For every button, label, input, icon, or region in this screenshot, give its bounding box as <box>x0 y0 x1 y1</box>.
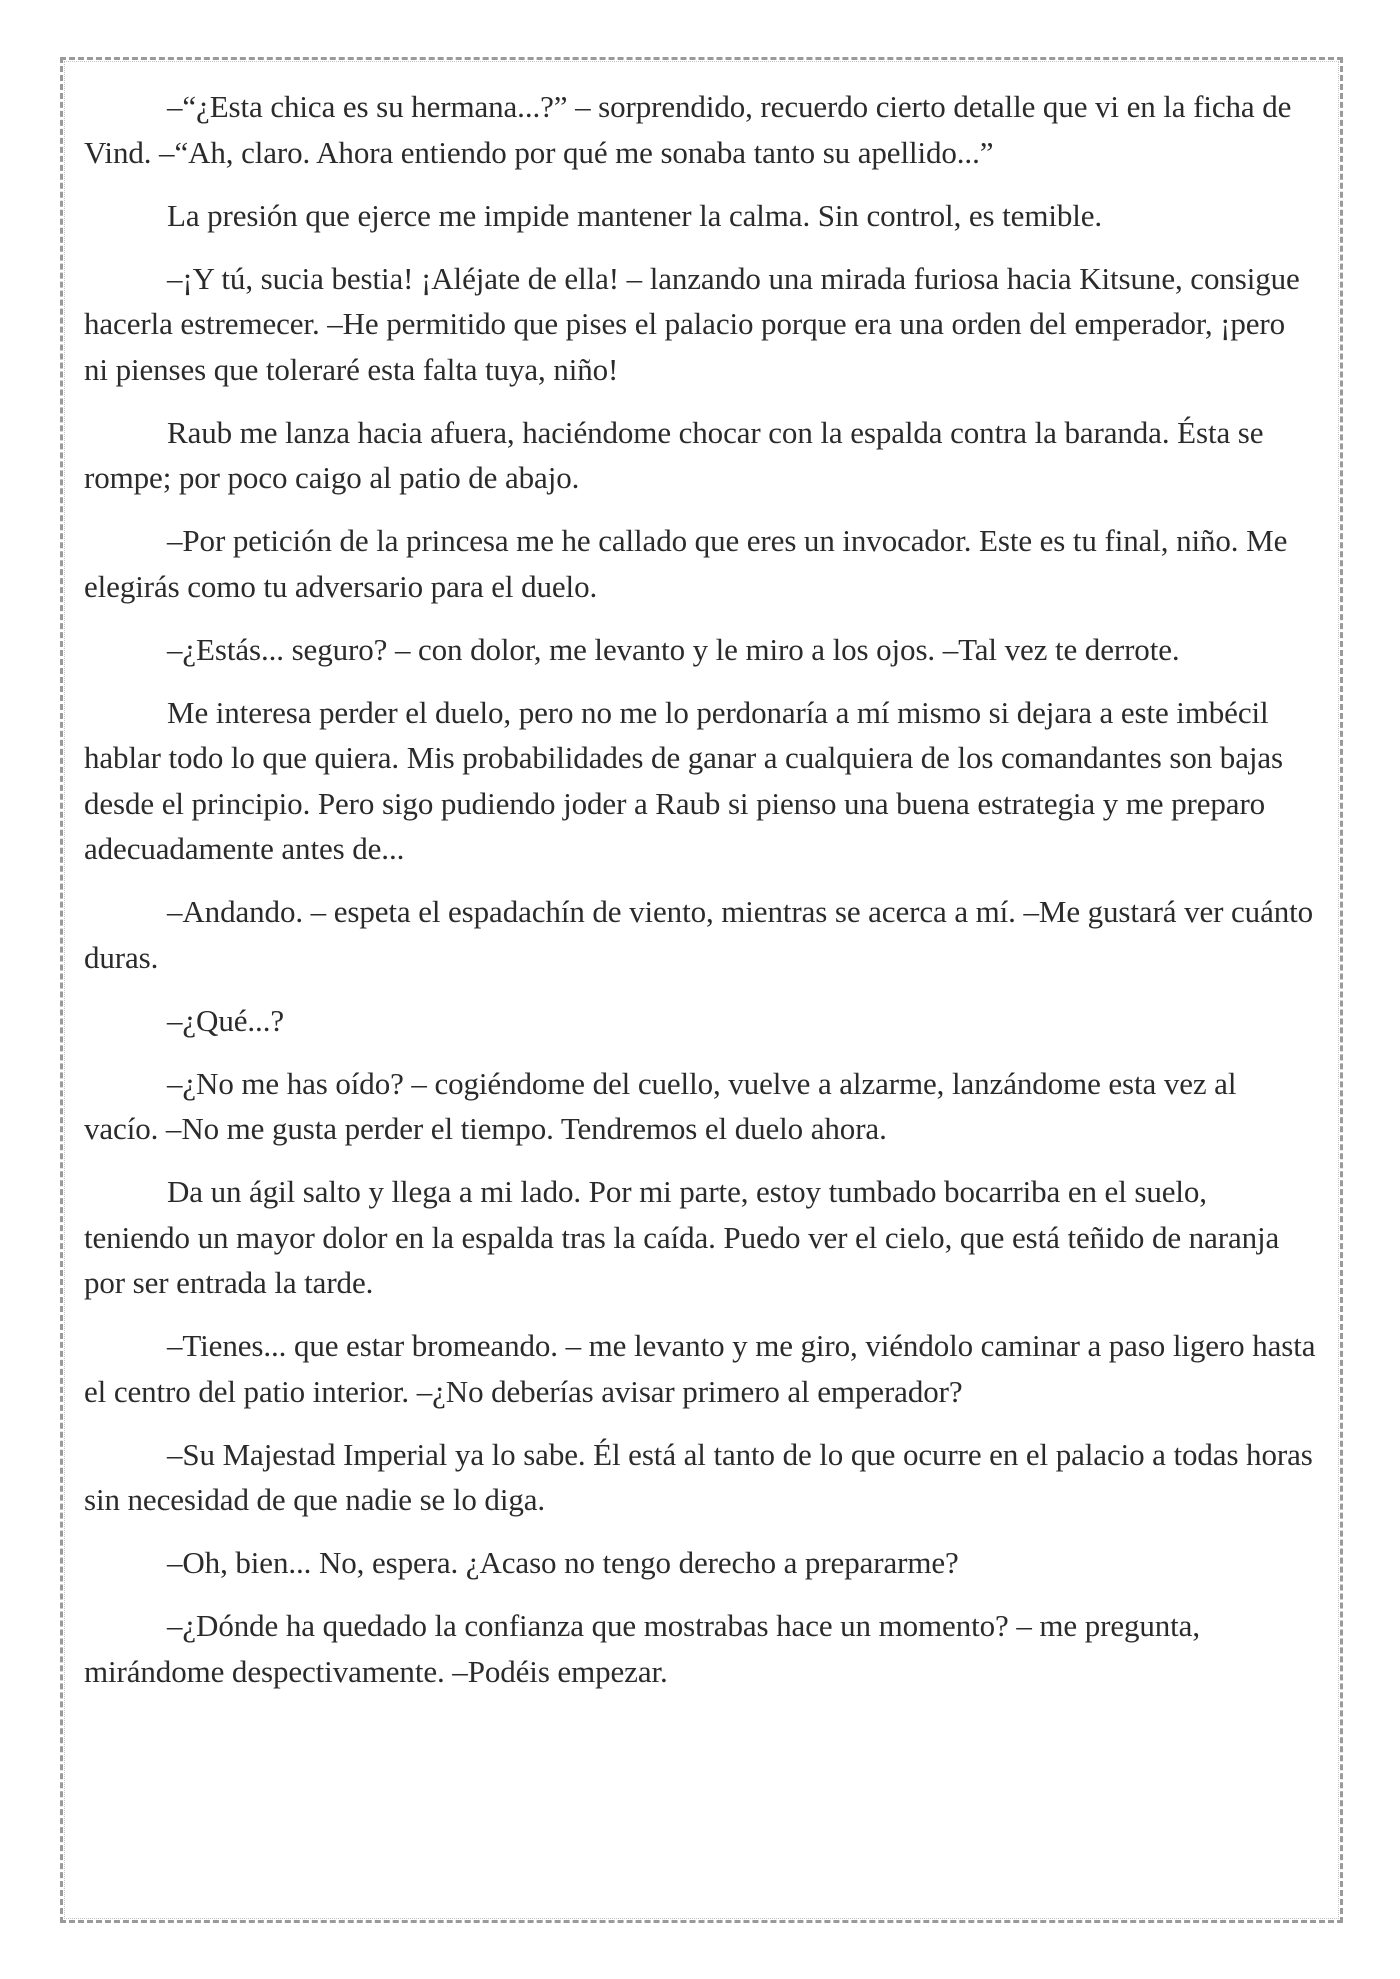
paragraph: –Tienes... que estar bromeando. – me levanto y me giro, viéndolo caminar a paso ligero hasta el centro del patio interior. –¿No deberías avisar primero al emperador? <box>84 1328 1316 1409</box>
paragraph: –“¿Esta chica es su hermana...?” – sorprendido, recuerdo cierto detalle que vi en la ficha de Vind. –“Ah, claro. Ahora entiendo por qué me sonaba tanto su apellido...” <box>84 89 1292 170</box>
body-text <box>84 84 1316 1712</box>
paragraph: –¿No me has oído? – cogiéndome del cuello, vuelve a alzarme, lanzándome esta vez al vacío. –No me gusta perder el tiempo. Tendremos el duelo ahora. <box>84 1065 1237 1146</box>
paragraph: La presión que ejerce me impide mantener la calma. Sin control, es temible. <box>167 197 1103 233</box>
paragraph: –Por petición de la princesa me he callado que eres un invocador. Este es tu final, niño. Me elegirás como tu adversario para el duelo. <box>84 523 1288 604</box>
paragraph: Me interesa perder el duelo, pero no me lo perdonaría a mí mismo si dejara a este imbécil hablar todo lo que quiera. Mis probabilidades de ganar a cualquiera de los comandantes son bajas desde el principio. Pero sigo pudiendo joder a Raub si pienso una buena estrategia y me preparo adecuadamente antes de... <box>84 694 1284 866</box>
paragraph: –¿Dónde ha quedado la confianza que mostrabas hace un momento? – me pregunta, mirándome despectivamente. –Podéis empezar. <box>84 1608 1200 1689</box>
paragraph: –¡Y tú, sucia bestia! ¡Aléjate de ella! – lanzando una mirada furiosa hacia Kitsune, consigue hacerla estremecer. –He permitido que pises el palacio porque era una orden del emperador, ¡pero ni pienses que toleraré esta falta tuya, niño! <box>84 260 1300 387</box>
paragraph: –Andando. – espeta el espadachín de viento, mientras se acerca a mí. –Me gustará ver cuánto duras. <box>84 894 1314 975</box>
paragraph: –Oh, bien... No, espera. ¿Acaso no tengo derecho a prepararme? <box>167 1545 959 1580</box>
paragraph: –¿Qué...? <box>167 1002 285 1038</box>
paragraph: –Su Majestad Imperial ya lo sabe. Él está al tanto de lo que ocurre en el palacio a todas horas sin necesidad de que nadie se lo diga. <box>84 1436 1313 1517</box>
paragraph: Da un ágil salto y llega a mi lado. Por mi parte, estoy tumbado bocarriba en el suelo, teniendo un mayor dolor en la espalda tras la caída. Puedo ver el cielo, que está teñido de naranja por ser entrada la tarde. <box>84 1174 1280 1300</box>
paragraph: –¿Estás... seguro? – con dolor, me levanto y le miro a los ojos. –Tal vez te derrote. <box>167 631 1180 667</box>
paragraph: Raub me lanza hacia afuera, haciéndome chocar con la espalda contra la baranda. Ésta se rompe; por poco caigo al patio de abajo. <box>84 414 1264 495</box>
